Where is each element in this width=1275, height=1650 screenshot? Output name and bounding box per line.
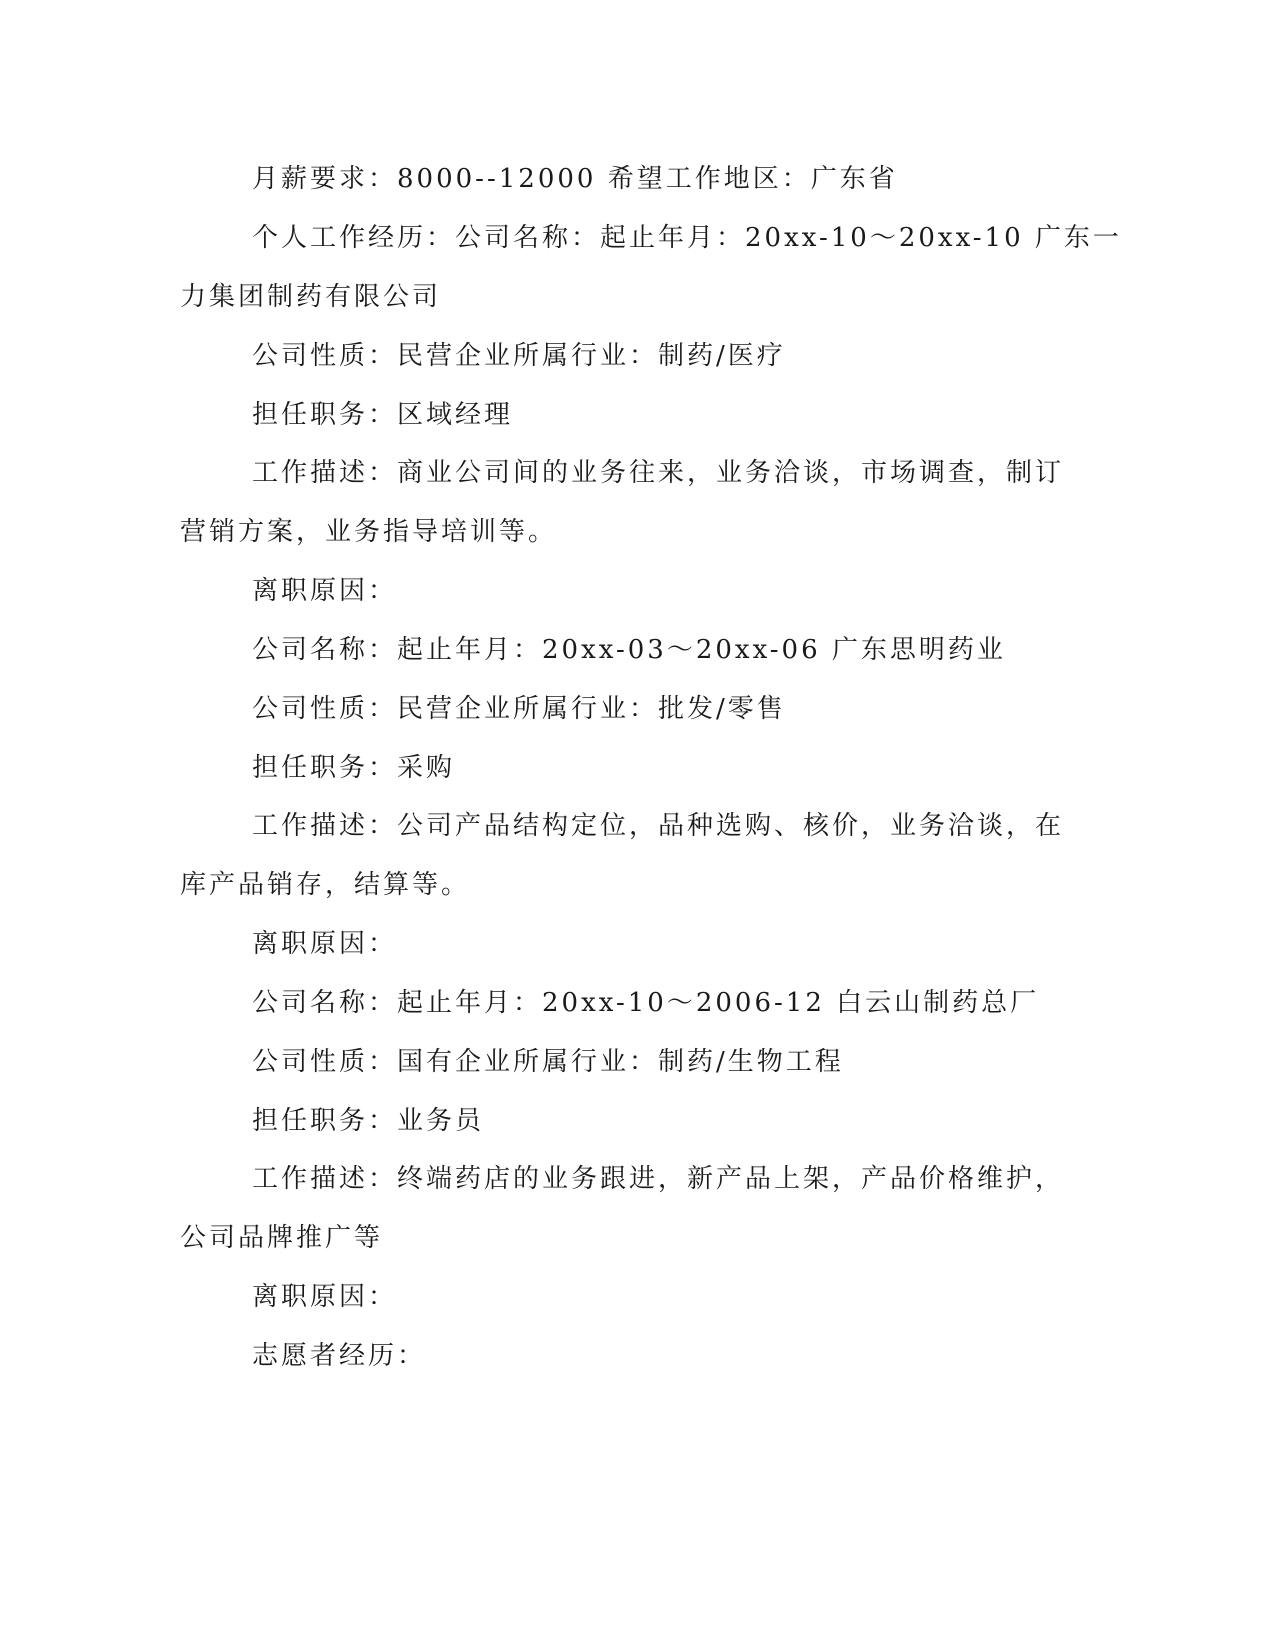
- job-description-line-cont: 营销方案，业务指导培训等。: [180, 517, 558, 547]
- position-line: 担任职务：采购: [252, 753, 456, 783]
- company-type-line: 公司性质：国有企业所属行业：制药/生物工程: [252, 1047, 844, 1077]
- company-name-line: 公司名称：起止年月：20xx-03～20xx-06 广东思明药业: [252, 635, 1006, 665]
- volunteer-experience-line: 志愿者经历：: [252, 1341, 427, 1371]
- salary-requirement-line: 月薪要求：8000--12000 希望工作地区：广东省: [252, 164, 898, 194]
- company-type-line: 公司性质：民营企业所属行业：批发/零售: [252, 694, 786, 724]
- job-description-line: 工作描述：商业公司间的业务往来，业务洽谈，市场调查，制订: [252, 458, 1065, 488]
- company-name-line: 公司名称：起止年月：20xx-10～2006-12 白云山制药总厂: [252, 988, 1040, 1018]
- leaving-reason-line: 离职原因：: [252, 1282, 398, 1312]
- position-line: 担任职务：区域经理: [252, 400, 514, 430]
- leaving-reason-line: 离职原因：: [252, 576, 398, 606]
- work-history-line: 个人工作经历：公司名称：起止年月：20xx-10～20xx-10 广东一: [252, 223, 1122, 253]
- job-description-line-cont: 库产品销存，结算等。: [180, 870, 471, 900]
- job-description-line-cont: 公司品牌推广等: [180, 1223, 384, 1253]
- company-type-line: 公司性质：民营企业所属行业：制药/医疗: [252, 341, 786, 371]
- leaving-reason-line: 离职原因：: [252, 929, 398, 959]
- position-line: 担任职务：业务员: [252, 1106, 485, 1136]
- work-history-line-cont: 力集团制药有限公司: [180, 282, 442, 312]
- job-description-line: 工作描述：公司产品结构定位，品种选购、核价，业务洽谈，在: [252, 811, 1065, 841]
- job-description-line: 工作描述：终端药店的业务跟进，新产品上架，产品价格维护，: [252, 1164, 1065, 1194]
